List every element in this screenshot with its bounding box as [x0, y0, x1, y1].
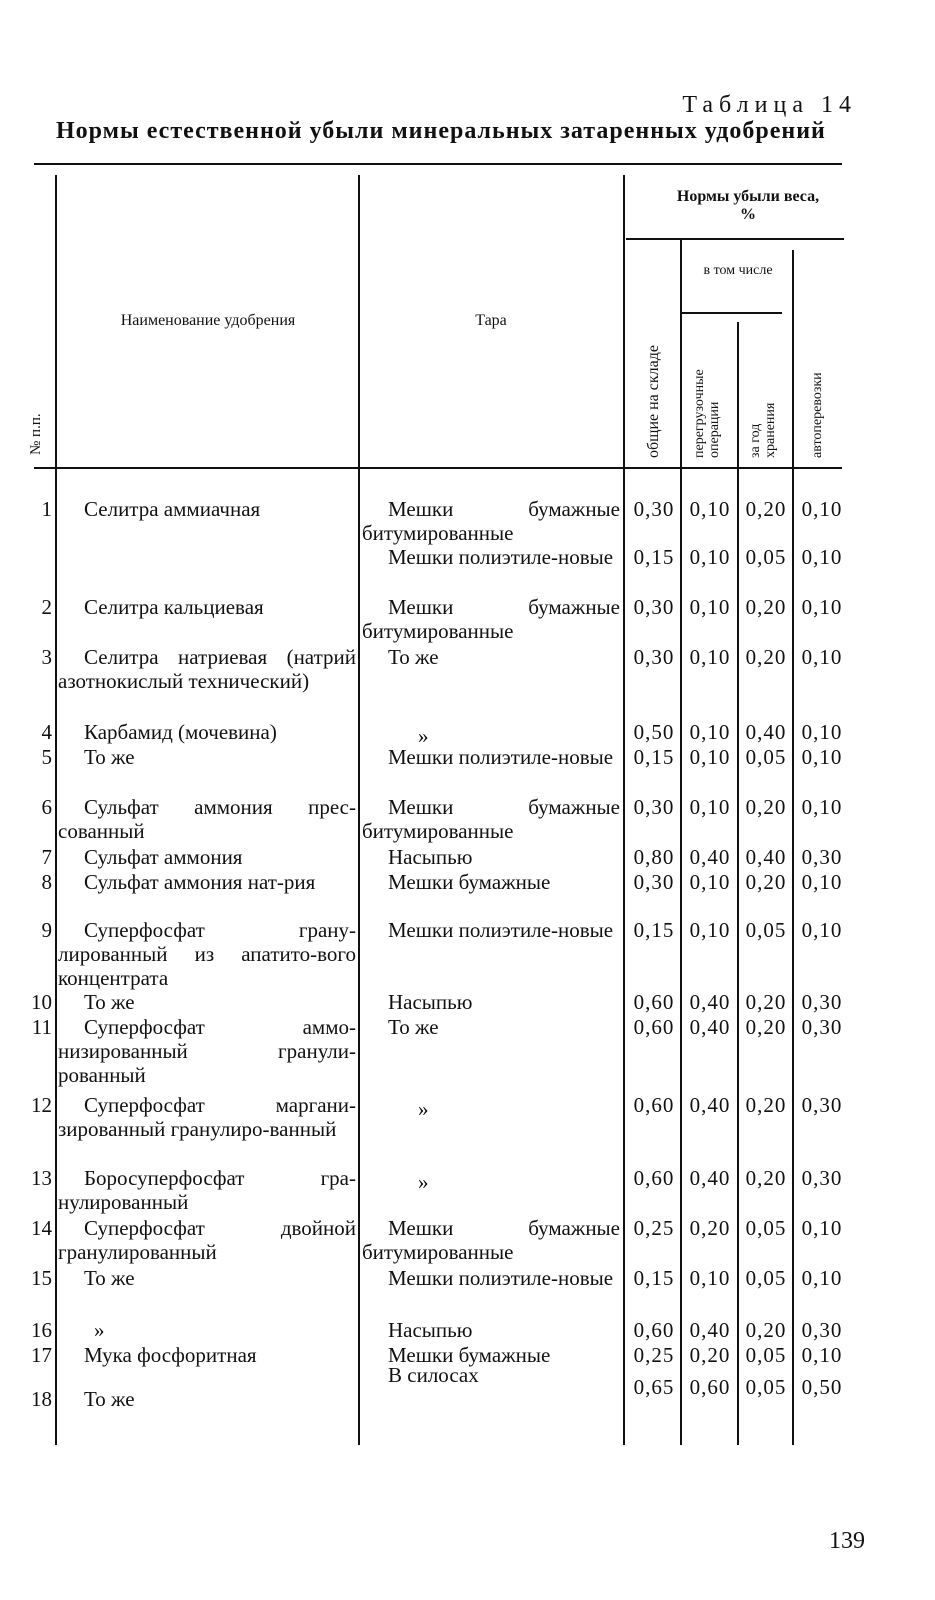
col-divider-tara: [623, 175, 625, 1445]
header-bottom-rule: [34, 467, 842, 469]
header-auto: автоперевозки: [810, 372, 825, 458]
norm-value: 0,10: [801, 497, 843, 521]
norm-value: 0,05: [745, 1375, 787, 1399]
norm-value: 0,40: [689, 845, 731, 869]
row-number: 1: [41, 497, 52, 521]
container-type: Насыпью: [388, 1318, 473, 1342]
norm-value: 0,20: [745, 795, 787, 819]
norm-value: 0,10: [689, 497, 731, 521]
norm-value: 0,20: [745, 1166, 787, 1190]
container-type: Мешки полиэтиле-новые: [388, 745, 614, 769]
norm-value: 0,10: [801, 645, 843, 669]
norm-value: 0,10: [689, 745, 731, 769]
norm-value: 0,10: [689, 645, 731, 669]
norm-value: 0,20: [689, 1343, 731, 1367]
col-divider-name: [358, 175, 360, 1445]
fertilizer-name: Сульфат аммония: [84, 845, 243, 869]
norm-value: 0,10: [801, 595, 843, 619]
norm-value: 0,15: [633, 745, 675, 769]
norm-value: 0,05: [745, 1343, 787, 1367]
row-number: 2: [41, 595, 52, 619]
fertilizer-name: То же: [84, 1387, 135, 1411]
container-type: Мешки полиэтиле-новые: [388, 1266, 614, 1290]
norm-value: 0,10: [689, 870, 731, 894]
norm-value: 0,30: [633, 497, 675, 521]
including-header-rule: [682, 312, 782, 314]
fertilizer-name: Суперфосфат грану-лированный из апатито-вого концентрата: [58, 918, 356, 990]
norm-value: 0,05: [745, 918, 787, 942]
row-number: 16: [31, 1318, 52, 1342]
norm-value: 0,60: [633, 1015, 675, 1039]
container-type: Мешки полиэтиле-новые: [388, 918, 614, 942]
container-type: Мешки бумажные битумированные: [362, 595, 620, 643]
norm-value: 0,30: [633, 870, 675, 894]
norm-value: 0,10: [689, 545, 731, 569]
norm-value: 0,60: [633, 1166, 675, 1190]
norm-value: 0,60: [633, 1318, 675, 1342]
fertilizer-name: Сульфат аммония нат-рия: [84, 870, 316, 894]
fertilizer-name: Суперфосфат двойной гранулированный: [58, 1216, 356, 1264]
norm-value: 0,40: [689, 1015, 731, 1039]
fertilizer-name: Селитра аммиачная: [84, 497, 261, 521]
norm-value: 0,05: [745, 1266, 787, 1290]
header-year: [748, 378, 778, 458]
norm-value: 0,20: [745, 645, 787, 669]
container-type: Мешки бумажные битумированные: [362, 795, 620, 843]
row-number: 3: [41, 645, 52, 669]
norm-value: 0,20: [745, 1318, 787, 1342]
container-type: Насыпью: [388, 990, 473, 1014]
container-type: Насыпью: [388, 845, 473, 869]
norm-value: 0,15: [633, 545, 675, 569]
container-type: То же: [388, 1015, 439, 1039]
row-number: 11: [31, 1015, 52, 1039]
row-number: 5: [41, 745, 52, 769]
norm-value: 0,25: [633, 1216, 675, 1240]
container-type: Мешки полиэтиле-новые: [388, 545, 614, 569]
header-tara: Тара: [475, 312, 507, 329]
norm-value: 0,05: [745, 745, 787, 769]
norm-value: 0,60: [633, 990, 675, 1014]
header-norms: Нормы убыли веса, %: [676, 188, 820, 223]
norm-value: 0,25: [633, 1343, 675, 1367]
norm-value: 0,05: [745, 545, 787, 569]
norm-value: 0,10: [801, 918, 843, 942]
header-including: в том числе: [703, 263, 773, 278]
table-top-rule: [34, 163, 842, 165]
container-type: Мешки бумажные: [388, 870, 551, 894]
norm-value: 0,30: [633, 645, 675, 669]
container-type: »: [418, 724, 429, 748]
fertilizer-name: Сульфат аммония прес-сованный: [58, 795, 356, 843]
norm-value: 0,60: [633, 1093, 675, 1117]
norm-value: 0,10: [801, 1343, 843, 1367]
norm-value: 0,20: [745, 990, 787, 1014]
norm-value: 0,50: [801, 1375, 843, 1399]
norm-value: 0,30: [801, 1318, 843, 1342]
fertilizer-name: Суперфосфат аммо-низированный гранули-рованный: [58, 1015, 356, 1087]
fertilizer-name: То же: [84, 745, 135, 769]
row-number: 12: [31, 1093, 52, 1117]
norm-value: 0,30: [801, 1015, 843, 1039]
norm-value: 0,10: [801, 795, 843, 819]
row-number: 15: [31, 1266, 52, 1290]
norm-value: 0,40: [745, 845, 787, 869]
row-number: 17: [31, 1343, 52, 1367]
row-number: 14: [31, 1216, 52, 1240]
norm-value: 0,10: [689, 795, 731, 819]
header-loading-text: перегрузочные операции: [692, 369, 722, 458]
fertilizer-name: Мука фосфоритная: [84, 1343, 257, 1367]
norm-value: 0,10: [801, 545, 843, 569]
norm-value: 0,50: [633, 720, 675, 744]
row-number: 13: [31, 1166, 52, 1190]
container-type: »: [418, 1170, 429, 1194]
norm-value: 0,40: [689, 1318, 731, 1342]
norm-value: 0,20: [745, 1093, 787, 1117]
row-number: 9: [41, 918, 52, 942]
row-number: 7: [41, 845, 52, 869]
norm-value: 0,40: [689, 990, 731, 1014]
norm-value: 0,20: [745, 497, 787, 521]
norm-value: 0,30: [633, 795, 675, 819]
header-loading: [692, 318, 722, 458]
norm-value: 0,10: [801, 1216, 843, 1240]
norms-header-rule: [626, 238, 844, 240]
fertilizer-name: Боросуперфосфат гра-нулированный: [58, 1166, 356, 1214]
col-divider-total: [680, 240, 682, 1445]
norm-value: 0,30: [801, 1166, 843, 1190]
header-total: общие на складе: [645, 345, 662, 458]
header-year-text: за год хранения: [748, 402, 778, 458]
norm-value: 0,10: [689, 720, 731, 744]
fertilizer-name: Селитра кальциевая: [84, 595, 264, 619]
norm-value: 0,80: [633, 845, 675, 869]
row-number: 10: [31, 990, 52, 1014]
header-name: Наименование удобрения: [120, 312, 296, 329]
norm-value: 0,20: [745, 595, 787, 619]
page-number: 139: [829, 1528, 865, 1554]
norm-value: 0,40: [689, 1093, 731, 1117]
row-number: 4: [41, 720, 52, 744]
container-type: В силосах: [388, 1363, 479, 1387]
norm-value: 0,30: [633, 595, 675, 619]
header-num: № п.п.: [28, 413, 44, 455]
norm-value: 0,05: [745, 1216, 787, 1240]
norm-value: 0,10: [689, 1266, 731, 1290]
norm-value: 0,10: [801, 870, 843, 894]
norm-value: 0,15: [633, 1266, 675, 1290]
container-type: То же: [388, 645, 439, 669]
norm-value: 0,20: [689, 1216, 731, 1240]
norm-value: 0,65: [633, 1375, 675, 1399]
container-type: Мешки бумажные битумированные: [362, 497, 620, 545]
norm-value: 0,10: [801, 1266, 843, 1290]
norm-value: 0,40: [745, 720, 787, 744]
fertilizer-name: »: [94, 1318, 105, 1342]
norm-value: 0,10: [801, 720, 843, 744]
norm-value: 0,40: [689, 1166, 731, 1190]
row-number: 18: [31, 1387, 52, 1411]
norm-value: 0,30: [801, 1093, 843, 1117]
container-type: Мешки бумажные битумированные: [362, 1216, 620, 1264]
fertilizer-name: Карбамид (мочевина): [84, 720, 277, 744]
container-type: Мешки бумажные: [388, 1343, 551, 1367]
norm-value: 0,60: [689, 1375, 731, 1399]
norm-value: 0,30: [801, 990, 843, 1014]
norm-value: 0,30: [801, 845, 843, 869]
table-title: Нормы естественной убыли минеральных затаренных удобрений: [56, 118, 826, 144]
fertilizer-name: Селитра натриевая (натрий азотнокислый технический): [58, 645, 356, 693]
norm-value: 0,10: [689, 918, 731, 942]
table-label: Таблица 14: [682, 92, 857, 118]
fertilizer-name: Суперфосфат маргани-зированный гранулиро-ванный: [58, 1093, 356, 1141]
fertilizer-name: То же: [84, 1266, 135, 1290]
col-divider-num: [55, 175, 57, 1445]
norm-value: 0,20: [745, 870, 787, 894]
fertilizer-name: То же: [84, 990, 135, 1014]
norm-value: 0,20: [745, 1015, 787, 1039]
norm-value: 0,10: [689, 595, 731, 619]
norm-value: 0,10: [801, 745, 843, 769]
row-number: 8: [41, 870, 52, 894]
container-type: »: [418, 1097, 429, 1121]
norm-value: 0,15: [633, 918, 675, 942]
row-number: 6: [41, 795, 52, 819]
